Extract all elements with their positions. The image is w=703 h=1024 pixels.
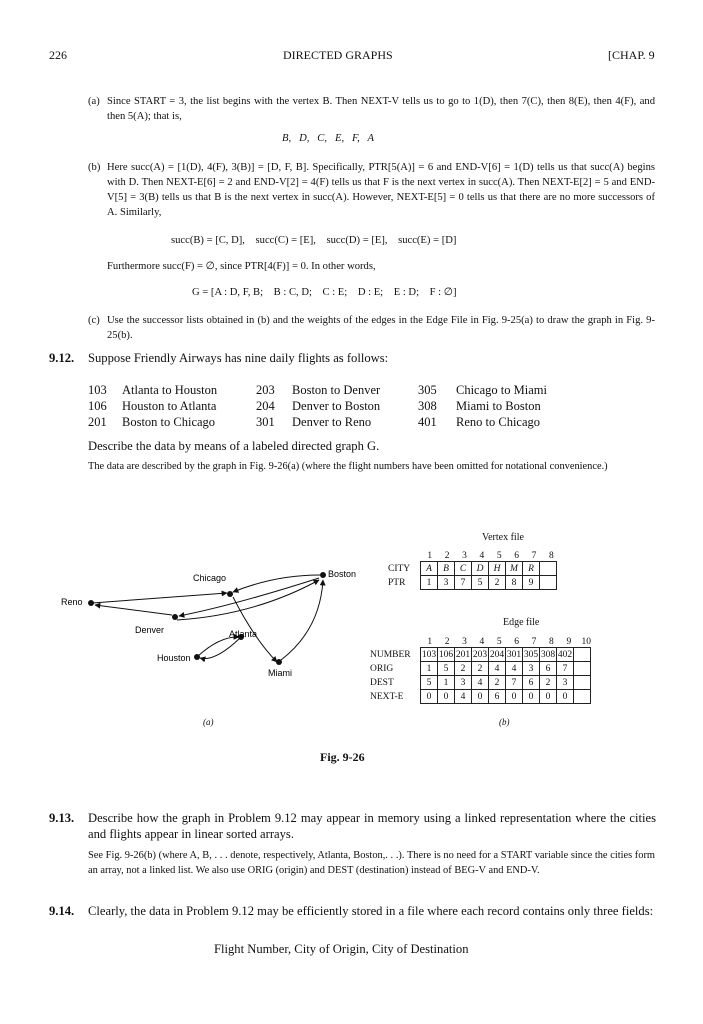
problem-912-question: Describe the data by means of a labeled directed graph G.	[88, 439, 380, 453]
edge-denver-reno	[95, 605, 172, 615]
label-houston: Houston	[157, 653, 191, 663]
edge-cell: 1	[421, 662, 438, 676]
flight-route: Miami to Boston	[456, 399, 541, 413]
edge-index: 4	[479, 637, 485, 647]
edge-cell: 2	[455, 662, 472, 676]
edge-index: 9	[566, 637, 572, 647]
flight-route: Boston to Chicago	[122, 415, 216, 429]
row-label: NEXT-E	[370, 691, 404, 702]
edge-file-title: Edge file	[503, 617, 540, 628]
label-reno: Reno	[61, 597, 83, 607]
vertex-cell: 8	[506, 576, 523, 590]
edge-cell: 204	[489, 649, 505, 660]
running-title: DIRECTED GRAPHS	[283, 48, 393, 62]
row-label: DEST	[370, 677, 394, 688]
edge-index: 10	[581, 637, 591, 647]
problem-912-number: 9.12.	[49, 351, 75, 365]
edge-index: 3	[462, 637, 467, 647]
furthermore-line: Furthermore succ(F) = ∅, since PTR[4(F)] = 0. In other words,	[107, 261, 376, 272]
edge-cell	[574, 690, 591, 704]
vertex-cell: A	[421, 562, 438, 576]
edge-cell: 5	[421, 676, 438, 690]
vertex-cell: C	[455, 562, 472, 576]
edge-cell: 0	[557, 690, 574, 704]
flight-number: 401	[418, 415, 437, 429]
edge-index: 2	[444, 637, 450, 647]
problem-914-number: 9.14.	[49, 904, 75, 918]
edge-cell: 7	[557, 662, 574, 676]
problem-912-text: Suppose Friendly Airways has nine daily flights as follows:	[88, 351, 389, 365]
edge-cell: 5	[438, 662, 455, 676]
flight-number: 305	[418, 383, 437, 397]
edge-cell: 203	[472, 649, 488, 660]
flight-number: 301	[256, 415, 275, 429]
edge-cell: 4	[455, 690, 472, 704]
flight-graph	[55, 550, 365, 690]
problem-913-answer: See Fig. 9-26(b) (where A, B, . . . denote, respectively, Atlanta, Boston,. . .). There is no need for a START variable since the cities form an array, not a linked list. We also use ORIG (origin) and DEST (destination) instead of BEG-V and END-V.	[88, 850, 655, 876]
label-miami: Miami	[268, 668, 292, 678]
edge-cell: 0	[523, 690, 540, 704]
edge-cell: 201	[455, 649, 471, 660]
row-label: ORIG	[370, 663, 394, 674]
vertex-cell: H	[489, 562, 506, 576]
g-line: G = [A : D, F, B; B : C, D; C : E; D : E; E : D; F : ∅]	[192, 287, 457, 298]
vertex-chicago	[227, 591, 233, 597]
edge-miami-boston	[281, 580, 323, 660]
vertex-row-ptr	[388, 576, 557, 590]
edge-cell: 6	[540, 662, 557, 676]
edge-cell: 3	[557, 676, 574, 690]
vertex-file-table	[388, 561, 557, 590]
flight-number: 308	[418, 399, 437, 413]
vertex-cell: M	[506, 562, 523, 576]
edge-cell: 7	[506, 676, 523, 690]
flight-row	[88, 383, 547, 399]
edge-cell: 4	[506, 662, 523, 676]
edge-cell: 0	[421, 690, 438, 704]
edge-row-orig	[370, 662, 591, 676]
vertex-index: 5	[496, 551, 502, 561]
part-b-text: Here succ(A) = [1(D), 4(F), 3(B)] = [D, F, B]. Specifically, PTR[5(A)] = 6 and END-V[6] = 1(D) tells us that succ(A) begins with D. Then NEXT-E[6] = 2 and END-V[2] = 4(F) tells us that F is the next vertex in succ(A). Then NEXT-E[2] = 5 and END-V[5] = 3(B) tells us that B is the next vertex in succ(A). However, NEXT-E[5] = 0 tells us that there are no more successors of A. Similarly,	[107, 162, 655, 218]
edge-cell: 6	[523, 676, 540, 690]
flight-route: Houston to Atlanta	[122, 399, 217, 413]
vertex-reno	[88, 600, 94, 606]
row-label: NUMBER	[370, 649, 411, 660]
edge-cell: 4	[489, 662, 506, 676]
edge-boston-chicago	[233, 575, 320, 592]
part-c-label: (c)	[88, 315, 100, 326]
edge-file-table	[370, 647, 591, 704]
succ-line: succ(B) = [C, D], succ(C) = [E], succ(D) = [E], succ(E) = [D]	[171, 235, 457, 246]
edge-cell: 0	[506, 690, 523, 704]
flight-number: 103	[88, 383, 107, 397]
flight-route: Chicago to Miami	[456, 383, 547, 397]
vertex-cell: 2	[489, 576, 506, 590]
vertex-denver	[172, 614, 178, 620]
edge-cell: 0	[472, 690, 489, 704]
flight-route: Denver to Reno	[292, 415, 372, 429]
flight-row	[88, 415, 547, 431]
vertex-cell: B	[438, 562, 455, 576]
vertex-index: 7	[531, 551, 537, 561]
flight-number: 106	[88, 399, 107, 413]
edge-row-dest	[370, 676, 591, 690]
edge-cell: 6	[489, 690, 506, 704]
flight-route: Reno to Chicago	[456, 415, 541, 429]
subfigure-a-label: (a)	[203, 717, 214, 727]
part-a-sequence: B, D, C, E, F, A	[282, 133, 375, 144]
vertex-index: 4	[479, 551, 485, 561]
edge-cell: 0	[438, 690, 455, 704]
edge-index: 5	[496, 637, 502, 647]
edge-cell: 2	[540, 676, 557, 690]
edge-boston-denver	[179, 578, 319, 616]
vertex-boston	[320, 572, 326, 578]
vertex-cell: 9	[523, 576, 540, 590]
subfigure-b-label: (b)	[499, 717, 510, 727]
edge-index: 6	[514, 637, 520, 647]
vertex-index: 2	[444, 551, 450, 561]
edge-cell: 4	[472, 676, 489, 690]
vertex-index: 6	[514, 551, 520, 561]
part-a-text: Since START = 3, the list begins with the vertex B. Then NEXT-V tells us to go to 1(D), then 7(C), then 8(E), then 4(F), and then 5(A); that is,	[107, 96, 655, 122]
problem-914-text: Clearly, the data in Problem 9.12 may be efficiently stored in a file where each record contains only three fields:	[88, 904, 654, 918]
flight-route: Denver to Boston	[292, 399, 381, 413]
label-boston: Boston	[328, 569, 357, 579]
flight-route: Boston to Denver	[292, 383, 381, 397]
vertex-index: 3	[462, 551, 467, 561]
vertex-cell: 3	[438, 576, 455, 590]
edge-cell: 106	[438, 649, 454, 660]
vertex-houston	[194, 654, 200, 660]
edge-houston-atlanta	[198, 637, 239, 656]
edge-cell: 402	[557, 649, 573, 660]
vertex-index: 8	[549, 551, 554, 561]
flight-route: Atlanta to Houston	[122, 383, 218, 397]
edge-cell: 3	[523, 662, 540, 676]
edge-cell: 2	[472, 662, 489, 676]
vertex-cell	[540, 576, 557, 590]
label-atlanta: Atlanta	[229, 629, 258, 639]
edge-index: 1	[427, 637, 433, 647]
problem-913-number: 9.13.	[49, 811, 75, 825]
edge-row-number	[370, 648, 591, 662]
page-number: 226	[49, 48, 67, 62]
row-label: PTR	[388, 577, 406, 588]
edge-cell	[574, 662, 591, 676]
row-label: CITY	[388, 563, 411, 574]
edge-cell: 308	[540, 649, 556, 660]
flight-number: 203	[256, 383, 275, 397]
vertex-index: 1	[427, 551, 433, 561]
vertex-miami	[276, 659, 282, 665]
edge-cell: 1	[438, 676, 455, 690]
vertex-cell: R	[523, 562, 540, 576]
flights-table	[88, 383, 547, 431]
vertex-file-title: Vertex file	[482, 532, 524, 543]
vertex-cell: D	[472, 562, 489, 576]
vertex-cell: 1	[421, 576, 438, 590]
vertex-cell	[540, 562, 557, 576]
edge-reno-chicago	[92, 593, 227, 603]
part-b-label: (b)	[88, 162, 101, 173]
part-a-label: (a)	[88, 96, 100, 107]
edge-index: 7	[531, 637, 537, 647]
edge-cell: 305	[523, 649, 539, 660]
edge-cell: 0	[540, 690, 557, 704]
problem-913-text: Describe how the graph in Problem 9.12 may appear in memory using a linked representation where the cities and flights appear in linear sorted arrays.	[88, 811, 656, 841]
edge-cell: 2	[489, 676, 506, 690]
label-denver: Denver	[135, 625, 165, 635]
figure-caption: Fig. 9-26	[320, 750, 365, 764]
edge-cell	[574, 676, 591, 690]
flight-number: 201	[88, 415, 107, 429]
label-chicago: Chicago	[193, 573, 227, 583]
fields-line: Flight Number, City of Origin, City of Destination	[214, 942, 469, 956]
edge-cell	[574, 648, 591, 662]
part-c-text: Use the successor lists obtained in (b) and the weights of the edges in the Edge File in Fig. 9-25(a) to draw the graph in Fig. 9-25(b).	[107, 315, 655, 341]
problem-912-answer: The data are described by the graph in Fig. 9-26(a) (where the flight numbers have been omitted for notational convenience.)	[88, 461, 608, 472]
vertex-cell: 7	[455, 576, 472, 590]
edge-index: 8	[549, 637, 554, 647]
edge-cell: 301	[506, 649, 522, 660]
vertex-row-city	[388, 562, 557, 576]
edge-cell: 3	[455, 676, 472, 690]
chapter-label: [CHAP. 9	[608, 48, 655, 62]
flight-row	[88, 399, 547, 415]
vertex-cell: 5	[472, 576, 489, 590]
edge-row-next-e	[370, 690, 591, 704]
edge-cell: 103	[421, 649, 437, 660]
flight-number: 204	[256, 399, 275, 413]
